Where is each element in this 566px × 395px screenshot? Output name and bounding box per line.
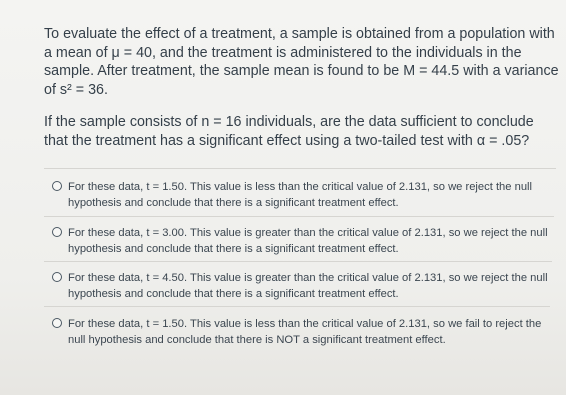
answer-option-3-text: For these data, t = 4.50. This value is greater than the critical value of 2.131, so we reject the null hypothesis and conclude that there is a significant treatment effect. (68, 272, 548, 300)
answer-option-2-text: For these data, t = 3.00. This value is greater than the critical value of 2.131, so we reject the null hypothesis and conclude that there is a significant treatment effect. (68, 227, 548, 255)
answer-option-1[interactable] (52, 180, 552, 211)
divider (44, 168, 556, 169)
question-stem (44, 25, 560, 151)
answer-option-3[interactable] (52, 271, 552, 302)
divider (44, 261, 552, 262)
divider (44, 216, 554, 217)
divider (44, 306, 550, 307)
answer-option-4[interactable] (52, 317, 552, 348)
answer-option-4-text: For these data, t = 1.50. This value is less than the critical value of 2.131, so we fail to reject the null hypothesis and conclude that there is NOT a significant treatment effect. (68, 318, 542, 346)
radio-button-2[interactable] (52, 227, 62, 237)
radio-button-1[interactable] (52, 181, 62, 191)
radio-button-4[interactable] (52, 318, 62, 328)
answer-option-1-text: For these data, t = 1.50. This value is less than the critical value of 2.131, so we reject the null hypothesis and conclude that there is a significant treatment effect. (68, 181, 533, 209)
answer-option-2[interactable] (52, 226, 552, 257)
question-paragraph-1: To evaluate the effect of a treatment, a sample is obtained from a population with a mean of μ = 40, and the treatment is administered to the individuals in the sample. After treatment, the sample mean is found to be M = 44.5 with a variance of s² = 36. (44, 26, 559, 98)
radio-button-3[interactable] (52, 272, 62, 282)
question-paragraph-2: If the sample consists of n = 16 individuals, are the data sufficient to conclude that the treatment has a significant effect using a two-tailed test with α = .05? (44, 114, 534, 149)
